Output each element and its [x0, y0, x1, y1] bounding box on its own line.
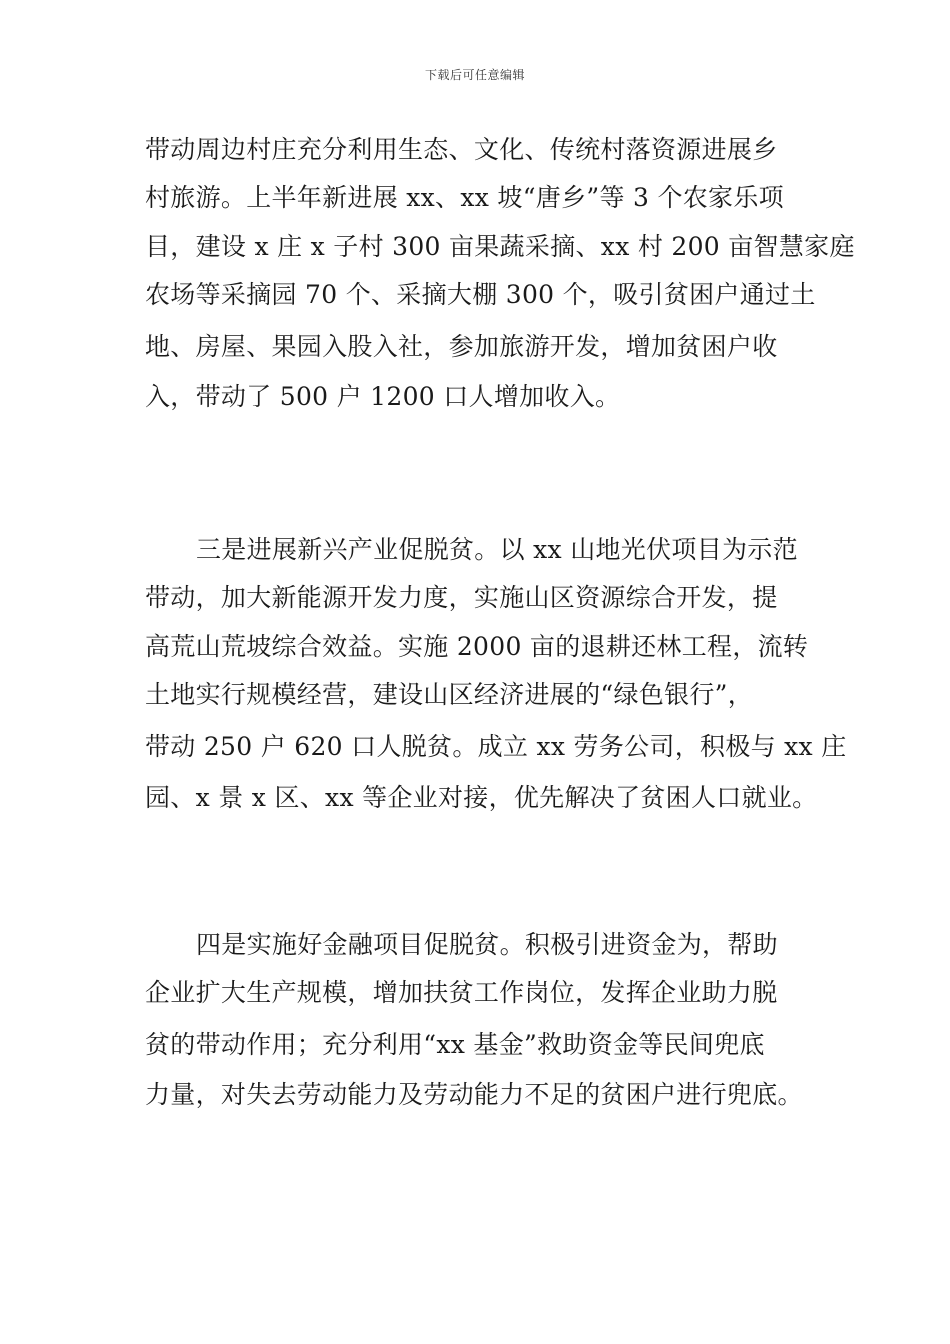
text-line: 农场等采摘园 70 个、采摘大棚 300 个，吸引贫困户通过土 [145, 280, 816, 309]
text-line: 三是进展新兴产业促脱贫。以 xx 山地光伏项目为示范 [196, 535, 798, 564]
text-line: 目，建设 x 庄 x 子村 300 亩果蔬采摘、xx 村 200 亩智慧家庭 [145, 232, 855, 261]
text-line: 力量，对失去劳动能力及劳动能力不足的贫困户进行兜底。 [145, 1080, 803, 1109]
text-line: 土地实行规模经营，建设山区经济进展的“绿色银行”， [145, 680, 754, 709]
text-line: 四是实施好金融项目促脱贫。积极引进资金为，帮助 [196, 930, 778, 959]
text-line: 带动周边村庄充分利用生态、文化、传统村落资源进展乡 [145, 135, 778, 164]
text-line: 高荒山荒坡综合效益。实施 2000 亩的退耕还林工程，流转 [145, 632, 809, 661]
text-line: 村旅游。上半年新进展 xx、xx 坡“唐乡”等 3 个农家乐项 [145, 183, 784, 212]
text-line: 企业扩大生产规模，增加扶贫工作岗位，发挥企业助力脱 [145, 978, 778, 1007]
text-line: 贫的带动作用；充分利用“xx 基金”救助资金等民间兜底 [145, 1030, 765, 1059]
page-header: 下载后可任意编辑 [424, 68, 525, 82]
text-line: 入，带动了 500 户 1200 口人增加收入。 [145, 382, 621, 411]
text-line: 带动，加大新能源开发力度，实施山区资源综合开发，提 [145, 583, 778, 612]
text-line: 带动 250 户 620 口人脱贫。成立 xx 劳务公司，积极与 xx 庄 [145, 732, 847, 761]
text-line: 园、x 景 x 区、xx 等企业对接，优先解决了贫困人口就业。 [145, 783, 818, 812]
text-line: 地、房屋、果园入股入社，参加旅游开发，增加贫困户收 [145, 332, 778, 361]
